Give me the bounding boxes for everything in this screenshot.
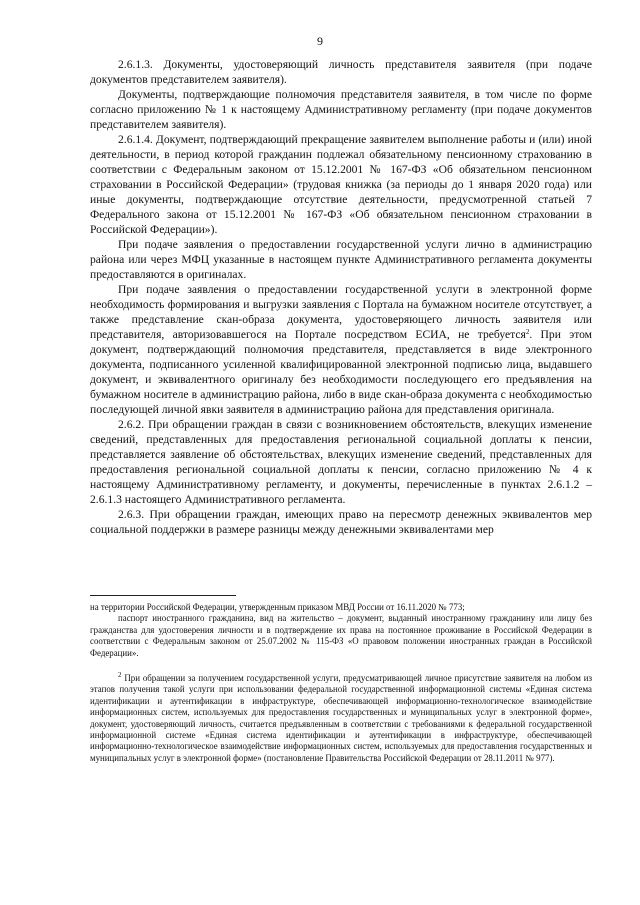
- footnote-marker: 2: [118, 671, 122, 680]
- paragraph-in-person-submission: При подаче заявления о предоставлении государственной услуги лично в администрацию района или через МФЦ указанные в настоящем пункте Административного регламента документы предоставляются в оригиналах.: [90, 238, 592, 281]
- footnote-passport: паспорт иностранного гражданина, вид на жительство – документ, выданный иностранному гражданину или лицу без гражданства для удостоверения личности и в подтверждение их права на постоянное проживание в Российской Федерации в соответствии с Федеральным законом от 25.07.2002 № 115-ФЗ «О правовом положении иностранных граждан в Российской Федерации».: [90, 613, 592, 658]
- footnote-2-text: При обращении за получением государственной услуги, предусматривающей личное присутствие заявителя на любом из этапов получения такой услуги при использовании федеральной государственной информационной системы «Единая система идентификации и аутентификации в инфраструктуре, обеспечивающей информационно-технологическое взаимодействие информационных систем, используемых для предоставления государственных и муниципальных услуг в электронной форме», документ, удостоверяющий личность, считается предъявленным в соответствии с требованиями к федеральной государственной информационной системе «Единая система идентификации и аутентификации в инфраструктуре, обеспечивающей информационно-технологическое взаимодействие информационных систем, используемых для предоставления государственных и муниципальных услуг в электронной форме» (постановление Правительства Российской Федерации от 28.11.2011 № 977).: [90, 673, 592, 763]
- footnote-2: [90, 673, 592, 764]
- paragraph-electronic-submission: При подаче заявления о предоставлении государственной услуги в электронной форме необходимость формирования и выгрузки заявления с Портала на бумажном носителе отсутствует, а также представление скан-образа документа, удостоверяющего личность заявителя или представителя, авторизовавшегося на Портале посредством ЕСИА, не требуется$^2$. При этом документ, подтверждающий полномочия представителя, представляется в виде электронного документа, подписанного усиленной квалифицированной электронной подписью лица, выдавшего документ, и эквивалентного оригиналу без необходимости последующего его предъявления на бумажном носителе в администрацию района, либо в виде скан-образа документа с необходимостью последующей личной явки заявителя в администрацию района для представления оригинала.: [90, 283, 593, 416]
- footnote-continuation: на территории Российской Федерации, утвержденным приказом МВД России от 16.11.2020 № 773;: [90, 602, 465, 612]
- paragraph-representative-authority: Документы, подтверждающие полномочия представителя заявителя, в том числе по форме согласно приложению № 1 к настоящему Административному регламенту (при подаче документов представителем заявителя).: [90, 88, 592, 131]
- paragraph-2-6-1-3: 2.6.1.3. Документы, удостоверяющий личность представителя заявителя (при подаче документов представителем заявителя).: [90, 58, 592, 86]
- footnote-divider: [90, 595, 236, 596]
- paragraph-2-6-2: 2.6.2. При обращении граждан в связи с возникновением обстоятельств, влекущих изменение сведений, представленных для предоставления региональной социальной доплаты к пенсии, представляется заявление об обстоятельствах, влекущих изменение сведений, представленных для предоставления региональной социальной доплаты к пенсии, согласно приложению № 4 к настоящему Административному регламенту, и документы, перечисленные в пунктах 2.6.1.2 – 2.6.1.3 настоящего Административного регламента.: [90, 418, 592, 506]
- paragraph-2-6-1-4: 2.6.1.4. Документ, подтверждающий прекращение заявителем выполнение работы и (или) иной деятельности, в период которой гражданин подлежал обязательному пенсионному страхованию в соответствии с Федеральным законом от 15.12.2001 № 167-ФЗ «Об обязательном пенсионном страховании в Российской Федерации» (трудовая книжка (за периоды до 1 января 2020 года) или иные документы, подтверждающие отсутствие деятельности, предусмотренной статьей 7 Федерального закона от 15.12.2001 № 167-ФЗ «Об обязательном пенсионном страховании в Российской Федерации»).: [90, 133, 592, 236]
- footnotes: [90, 602, 592, 764]
- body-text: [90, 57, 592, 537]
- paragraph-2-6-3: 2.6.3. При обращении граждан, имеющих право на пересмотр денежных эквивалентов мер социальной поддержки в размере разницы между денежными эквивалентами мер: [90, 508, 592, 536]
- footnote-reference[interactable]: 2: [525, 328, 530, 336]
- electronic-submission-text: При подаче заявления о предоставлении государственной услуги в электронной форме необходимость формирования и выгрузки заявления с Портала на бумажном носителе отсутствует, а также представление скан-образа документа, удостоверяющего личность заявителя или представителя, авторизовавшегося на Портале посредством ЕСИА, не требуется: [90, 283, 592, 341]
- electronic-submission-continuation: При этом документ, подтверждающий полномочия представителя, представляется в виде электронного документа, подписанного усиленной квалифицированной электронной подписью лица, выдавшего документ, и эквивалентного оригиналу без необходимости последующего его предъявления на бумажном носителе в администрацию района, либо в виде скан-образа документа с необходимостью последующей личной явки заявителя в администрацию района для представления оригинала.: [90, 328, 593, 416]
- page-number: 9: [317, 34, 323, 48]
